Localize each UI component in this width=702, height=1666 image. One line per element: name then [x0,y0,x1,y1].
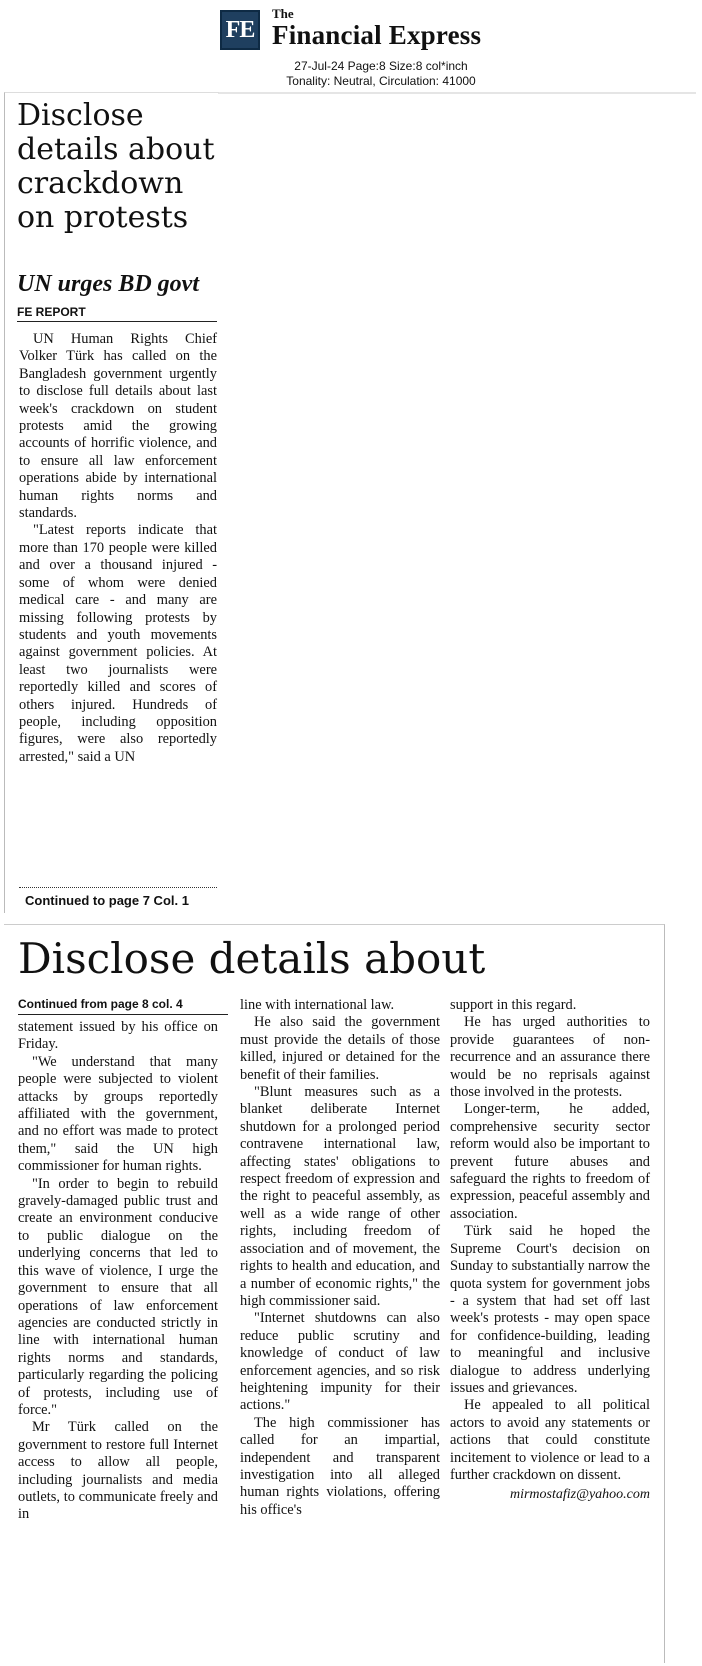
article2-column-2 [240,997,440,1519]
article2-column-1 [18,1019,218,1524]
paragraph: "We understand that many people were subjected to violent attacks by groups reportedly affiliated with the government, and no effort was made to protect them," said the UN high commissioner for human rights. [18,1053,218,1175]
author-email: mirmostafiz@yahoo.com [509,1487,650,1503]
article1-body [19,331,217,766]
clip-divider [218,92,696,94]
article2-headline: Disclose details about [18,934,486,983]
article1-headline: Disclose details about crackdown on protests [17,98,215,235]
paragraph: "Latest reports indicate that more than 170 people were killed and over a thousand injured - some of whom were denied medical care - and many are missing following protests by students and youth movements against government policies. At least two journalists were reportedly killed and scores of others injured. Hundreds of people, including opposition figures, were also reportedly arrested," said a UN [19,522,217,765]
paragraph: He also said the government must provide the details of those killed, injured or detained for the benefit of their families. [240,1014,440,1083]
paragraph: He appealed to all political actors to avoid any statements or actions that could constitute incitement to violence or lead to a further crackdown on dissent. [450,1397,650,1483]
paragraph: Türk said he hoped the Supreme Court's decision on Sunday to substantially narrow the quota system for government jobs - a system that had set off last week's protests - may open space for confidence-building, leading to meaningful and inclusive dialogue to address underlying issues and grievances. [450,1223,650,1396]
paragraph: The high commissioner has called for an impartial, independent and transparent investigation into all alleged human rights violations, offering his office's [240,1414,440,1518]
fe-logo: FE [220,10,260,50]
paragraph: "In order to begin to rebuild gravely-damaged public trust and create an environment conducive to public dialogue on the underlying concerns that led to this wave of violence, I urge the government to ensure that all operations of law enforcement agencies are conducted strictly in line with international human rights norms and standards, particularly regarding the policing of protests, including use of force." [18,1175,218,1418]
masthead [0,4,702,88]
paragraph: support in this regard. [450,997,577,1013]
paragraph: "Internet shutdowns can also reduce public scrutiny and knowledge of conduct of law enforcement agencies, and so risk heightening impunity for their actions." [240,1310,440,1414]
article-clip-2 [4,924,665,1663]
paragraph: Longer-term, he added, comprehensive security sector reform would also be important to prevent future abuses and safeguard the rights to freedom of expression, peaceful assembly and association. [450,1101,650,1222]
paragraph: line with international law. [240,997,395,1013]
paragraph: "Blunt measures such as a blanket deliberate Internet shutdown for a prolonged period contravene international law, affecting states' obligations to respect freedom of expression and the right to peaceful assembly, as well as a wide range of other rights, including freedom of association and of movement, the rights to health and education, and a number of economic rights," the high commissioner said. [240,1084,440,1309]
paragraph: He has urged authorities to provide guarantees of non-recurrence and an assurance there would be no reprisals against those involved in the protests. [450,1014,650,1101]
article2-column-3 [450,997,650,1504]
paragraph: statement issued by his office on Friday. [18,1019,218,1053]
newspaper-name: Financial Express [272,20,482,50]
dotted-divider [19,887,217,888]
article1-byline: FE REPORT [17,305,217,322]
clipping-meta-date: 27-Jul-24 Page:8 Size:8 col*inch [294,59,468,73]
paragraph: UN Human Rights Chief Volker Türk has called on the Bangladesh government urgently to disclose full details about last week's crackdown on student protests amid the growing accounts of horrific violence, and to ensure all law enforcement operations abide by international human rights norms and standards. [19,331,217,522]
clipping-meta-circulation: Tonality: Neutral, Circulation: 41000 [286,74,476,88]
article1-deck: UN urges BD govt [17,271,200,297]
masthead-the: The [272,6,294,21]
continued-to-label: Continued to page 7 Col. 1 [25,893,189,908]
continued-from-label: Continued from page 8 col. 4 [18,997,228,1015]
article-clip-1 [4,92,219,913]
paragraph: Mr Türk called on the government to restore full Internet access to allow all people, including journalists and media outlets, to communicate freely and in [18,1419,218,1523]
